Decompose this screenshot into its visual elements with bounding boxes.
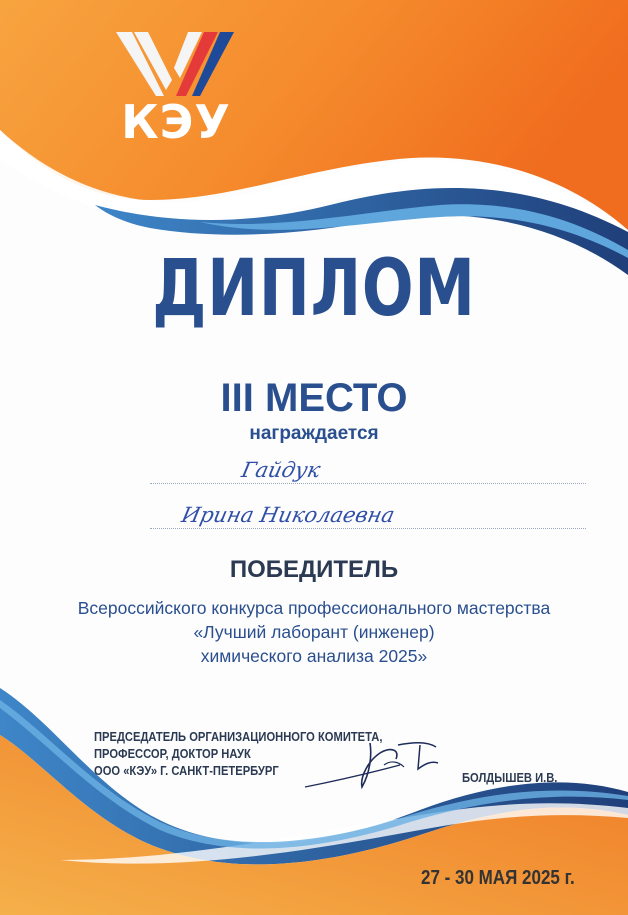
competition-line-1: Всероссийского конкурса профессионального мастерства xyxy=(77,598,551,618)
recipient-name: Ирина Николаевна xyxy=(179,503,397,527)
event-date: 27 - 30 МАЯ 2025 г. xyxy=(421,867,575,889)
name-line xyxy=(150,528,586,529)
competition-line-2: «Лучший лаборант (инженер) xyxy=(193,622,435,642)
place-heading: III МЕСТО xyxy=(220,376,408,420)
signature-image xyxy=(300,735,450,795)
signatory-line-3: ООО «КЭУ» Г. САНКТ-ПЕТЕРБУРГ xyxy=(94,763,279,778)
competition-line-3: химического анализа 2025» xyxy=(200,646,428,666)
logo xyxy=(108,30,244,148)
recipient-surname: Гайдук xyxy=(239,458,323,482)
logo-chevron-icon xyxy=(108,30,244,100)
surname-line xyxy=(150,483,586,484)
winner-heading: ПОБЕДИТЕЛЬ xyxy=(229,556,399,583)
logo-text: КЭУ xyxy=(121,95,231,149)
competition-text xyxy=(0,596,628,668)
signatory-line-1: ПРЕДСЕДАТЕЛЬ ОРГАНИЗАЦИОННОГО КОМИТЕТА, xyxy=(94,729,383,744)
signatory-line-2: ПРОФЕССОР, ДОКТОР НАУК xyxy=(94,746,251,761)
diploma-title: ДИПЛОМ xyxy=(152,244,476,334)
awarded-label: награждается xyxy=(249,423,379,444)
signatory-name: БОЛДЫШЕВ И.В. xyxy=(462,770,558,785)
